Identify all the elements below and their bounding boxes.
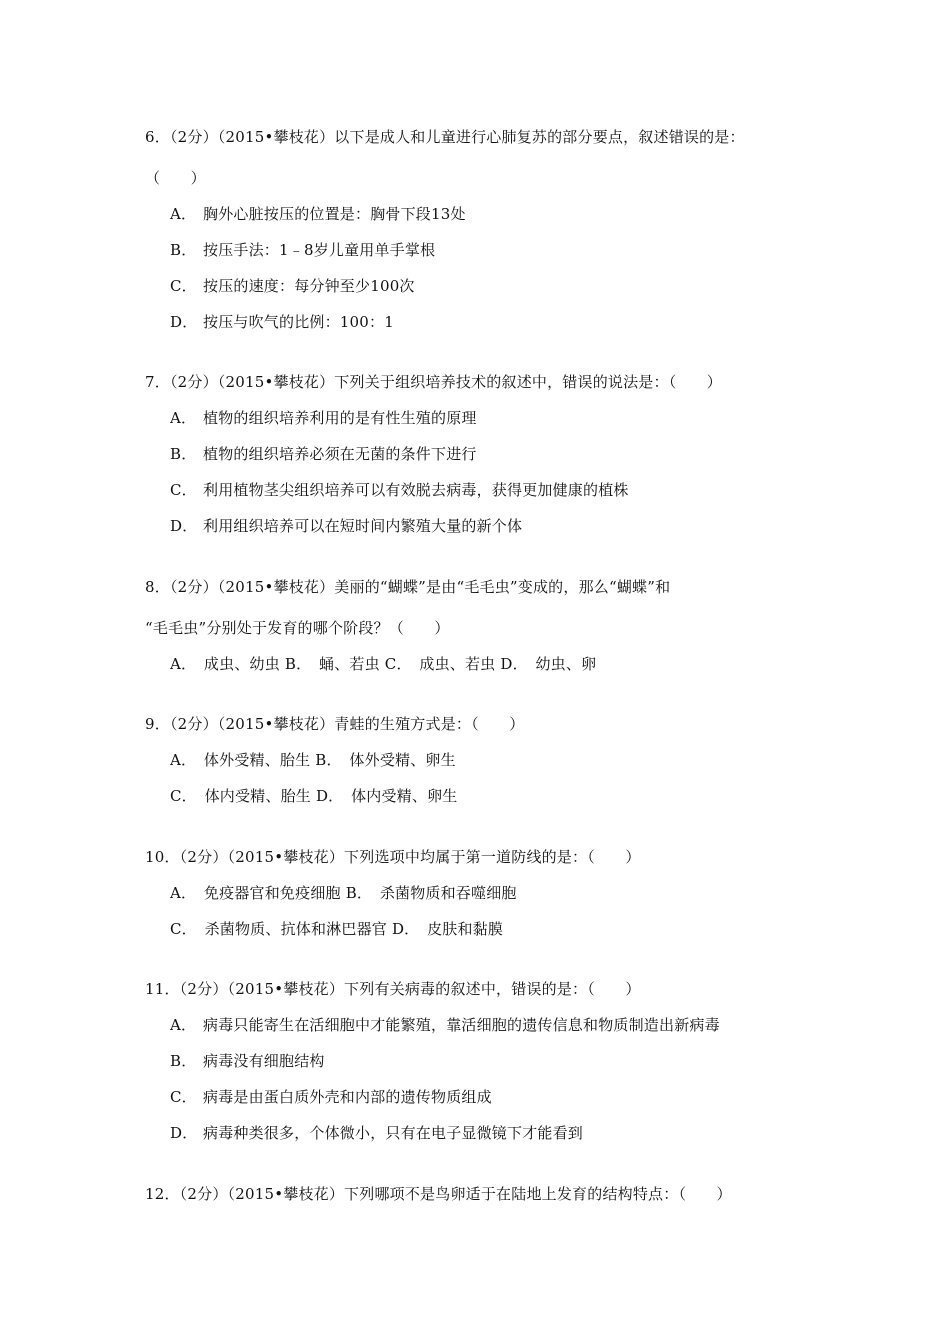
question-9-options-ab: A． 体外受精、胎生 B． 体外受精、卵生 [170,751,456,769]
option-label: A． [170,1016,197,1034]
option-label: B． [170,1052,197,1070]
question-7-option-a [170,408,477,428]
option-label: B． [170,241,197,259]
question-6-stem-continued: （ ） [145,169,206,187]
question-11-option-d [170,1123,583,1143]
question-12-stem: 12．（2分）（2015•攀枝花）下列哪项不是鸟卵适于在陆地上发育的结构特点：（ ） [145,1185,732,1203]
option-label: C． [170,277,197,295]
question-11-stem: 11．（2分）（2015•攀枝花）下列有关病毒的叙述中，错误的是：（ ） [145,980,641,998]
option-text: 病毒没有细胞结构 [203,1052,325,1070]
option-text: 病毒种类很多，个体微小，只有在电子显微镜下才能看到 [203,1124,584,1142]
option-label: A． [170,205,197,223]
question-10-options-cd: C． 杀菌物质、抗体和淋巴器官 D． 皮肤和黏膜 [170,920,504,938]
option-text: 胸外心脏按压的位置是：胸骨下段13处 [203,205,466,223]
option-text: 按压手法：1﹣8岁儿童用单手掌根 [203,241,436,259]
question-7-stem: 7．（2分）（2015•攀枝花）下列关于组织培养技术的叙述中，错误的说法是：（ ） [145,373,723,391]
option-text: 利用组织培养可以在短时间内繁殖大量的新个体 [203,517,523,535]
question-10-options-ab: A． 免疫器官和免疫细胞 B． 杀菌物质和吞噬细胞 [170,884,517,902]
question-11-option-a [170,1015,720,1035]
question-10-stem: 10．（2分）（2015•攀枝花）下列选项中均属于第一道防线的是：（ ） [145,848,641,866]
option-label: D． [170,517,198,535]
option-text: 病毒只能寄生在活细胞中才能繁殖，靠活细胞的遗传信息和物质制造出新病毒 [203,1016,720,1034]
question-6-option-b [170,240,435,260]
question-7-option-c [170,480,629,500]
option-label: D． [170,313,198,331]
question-9-options-cd: C． 体内受精、胎生 D． 体内受精、卵生 [170,787,458,805]
option-text: 按压与吹气的比例：100：1 [203,313,394,331]
option-text: 按压的速度：每分钟至少100次 [203,277,415,295]
question-8-stem: 8．（2分）（2015•攀枝花）美丽的“蝴蝶”是由“毛毛虫”变成的，那么“蝴蝶”和 [145,578,671,596]
option-text: 病毒是由蛋白质外壳和内部的遗传物质组成 [203,1088,492,1106]
option-text: 植物的组织培养必须在无菌的条件下进行 [203,445,477,463]
option-label: D． [170,1124,198,1142]
question-7-option-b [170,444,477,464]
question-7-option-d [170,516,522,536]
question-6-stem: 6．（2分）（2015•攀枝花）以下是成人和儿童进行心肺复苏的部分要点，叙述错误的是： [145,128,745,146]
question-6-option-c [170,276,415,296]
option-label: C． [170,1088,197,1106]
question-11-option-b [170,1051,325,1071]
question-8-options: A． 成虫、幼虫 B． 蛹、若虫 C． 成虫、若虫 D． 幼虫、卵 [170,655,597,673]
question-6-option-a [170,204,466,224]
option-label: C． [170,481,197,499]
question-9-stem: 9．（2分）（2015•攀枝花）青蛙的生殖方式是：（ ） [145,715,525,733]
question-6-option-d [170,312,394,332]
option-text: 利用植物茎尖组织培养可以有效脱去病毒，获得更加健康的植株 [203,481,629,499]
option-label: A． [170,409,197,427]
question-11-option-c [170,1087,492,1107]
question-8-stem-continued: “毛毛虫”分别处于发育的哪个阶段？（ ） [145,619,450,637]
option-label: B． [170,445,197,463]
option-text: 植物的组织培养利用的是有性生殖的原理 [203,409,477,427]
